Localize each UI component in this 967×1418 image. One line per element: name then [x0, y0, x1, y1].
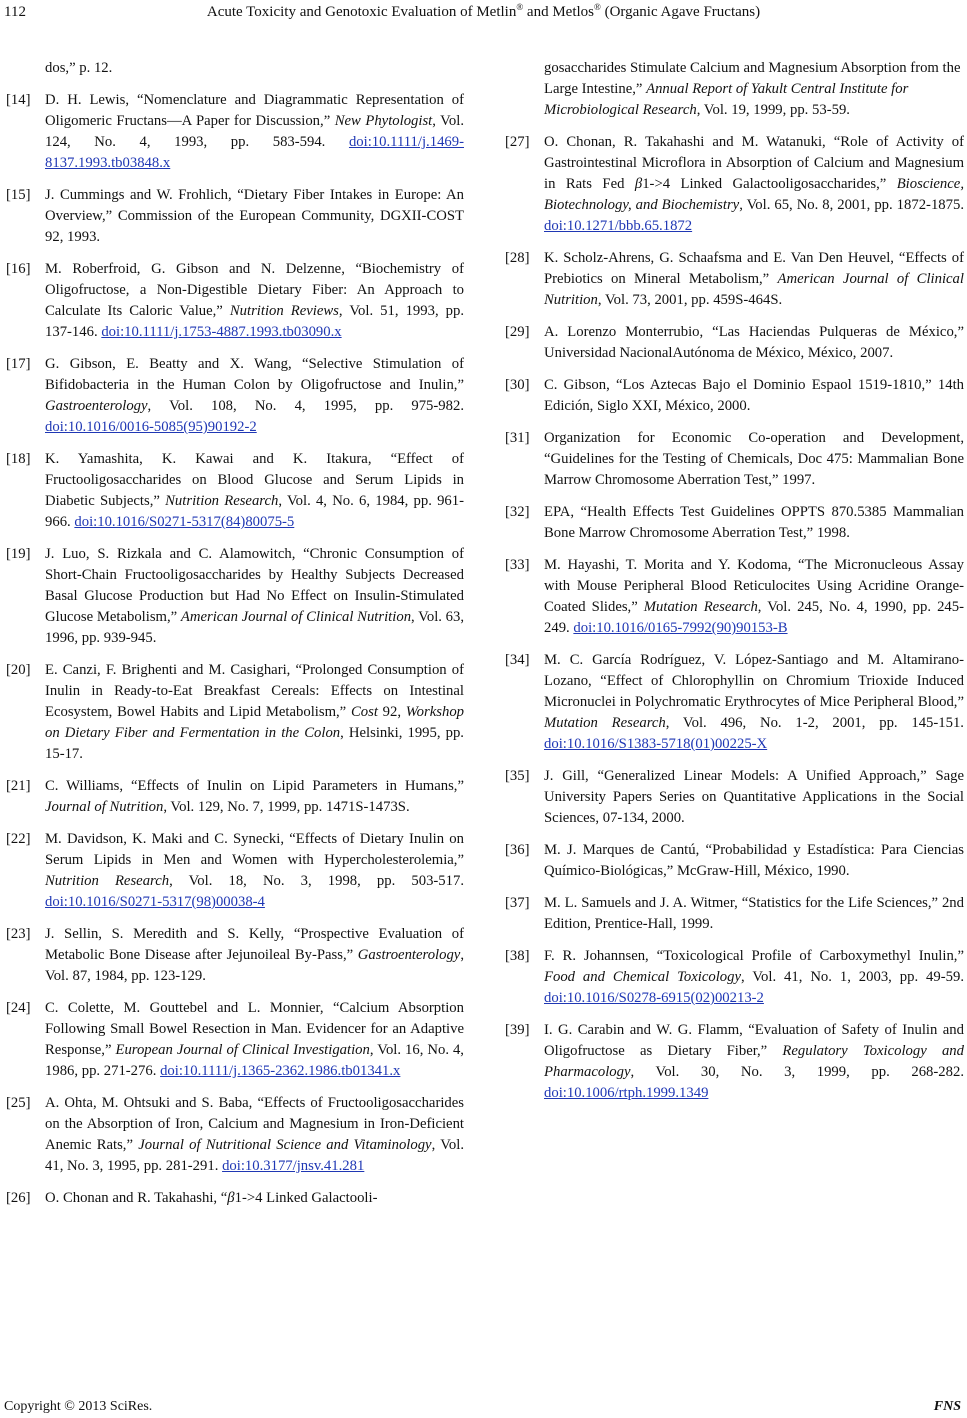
reference-number: [26]: [6, 1190, 31, 1206]
reference-italic: Mutation Research: [544, 715, 666, 731]
reference-text: [45, 544, 464, 649]
reference-item: [6, 354, 464, 438]
reference-body: , Vol. 30, No. 3, 1999, pp. 268-282.: [630, 1064, 964, 1080]
reference-item: [6, 776, 464, 818]
reference-body: Organization for Economic Co-operation and Development, “Guidelines for the Testing of Chemicals, Doc 475: Mammalian Bone Marrow Chromosome Aberration Test,” 1997.: [544, 430, 964, 488]
reference-number: [32]: [505, 504, 530, 520]
reference-text: [45, 185, 464, 248]
reference-text: [544, 1020, 964, 1104]
reference-italic: Nutrition Research: [165, 493, 279, 509]
reference-italic: Gastroenterology: [357, 947, 461, 963]
reference-continuation: gosaccharides Stimulate Calcium and Magnesium Absorption from the Large Intestine,” Annual Report of Yakult Central Institute for Microbiological Research, Vol. 19, 1999, pp. 53-59.: [544, 60, 961, 118]
reference-body: , Vol. 4, No. 6, 1984, pp. 961-966.: [45, 493, 465, 530]
doi-link[interactable]: doi:10.1111/j.1753-4887.1993.tb03090.x: [101, 324, 342, 340]
reference-text: [45, 1093, 464, 1177]
doi-link[interactable]: doi:10.1016/S0271-5317(98)00038-4: [45, 894, 265, 910]
reference-number: [28]: [505, 250, 530, 266]
doi-link[interactable]: doi:10.1006/rtph.1999.1349: [544, 1085, 709, 1101]
reference-body: , Vol. 245, No. 4, 1990, pp. 245-249.: [544, 599, 964, 636]
right-column: [505, 58, 964, 1115]
reference-number: [29]: [505, 324, 530, 340]
reference-italic: β: [634, 176, 643, 192]
reference-text: [544, 946, 964, 1009]
reference-item: [6, 544, 464, 649]
reference-text: [45, 998, 464, 1082]
reference-number: [20]: [6, 662, 31, 678]
reference-text: [45, 776, 464, 818]
reference-body: J. Gill, “Generalized Linear Models: A Unified Approach,” Sage University Papers Series on Quantitative Applications in the Social Sciences, 07-134, 2000.: [544, 768, 964, 826]
reference-italic: Journal of Nutritional Science and Vitaminology: [138, 1137, 432, 1153]
reference-body: , Vol. 63, 1996, pp. 939-945.: [45, 609, 464, 646]
reference-number: [17]: [6, 356, 31, 372]
reference-body: D. H. Lewis, “Nomenclature and Diagrammatic Representation of Oligomeric Fructans—A Paper for Discussion,”: [45, 92, 464, 129]
reference-text: [544, 375, 964, 417]
reference-text: [45, 1188, 464, 1209]
reference-body: O. Chonan and R. Takahashi, “: [45, 1190, 228, 1206]
reference-body: 92,: [377, 704, 406, 720]
reference-body: M. Roberfroid, G. Gibson and N. Delzenne, “Biochemistry of Oligofructose, a Non-Digestible Dietary Fiber: An Approach to Calculate Its Caloric Value,”: [45, 261, 464, 319]
reference-body: E. Canzi, F. Brighenti and M. Casighari, “Prolonged Consumption of Inulin in Ready-to-Eat Breakfast Cereals: Effects on Intestinal Ecosystem, Bowel Habits and Lipid Metabolism,”: [45, 662, 464, 720]
page-number: 112: [4, 4, 26, 20]
doi-link[interactable]: doi:10.1111/j.1365-2362.1986.tb01341.x: [160, 1063, 401, 1079]
reference-item: [505, 322, 964, 364]
reference-italic: Journal of Nutrition: [45, 799, 164, 815]
reference-text: [45, 90, 464, 174]
reference-item: [6, 449, 464, 533]
reference-number: [35]: [505, 768, 530, 784]
reference-item: [6, 259, 464, 343]
reference-list-right: [505, 132, 964, 1104]
reference-item: [6, 998, 464, 1082]
reference-text: [544, 555, 964, 639]
left-column: [6, 58, 464, 1220]
reference-text: [544, 248, 964, 311]
reference-text: [45, 924, 464, 987]
doi-link[interactable]: doi:10.1016/0165-7992(90)90153-B: [573, 620, 788, 636]
reference-number: [21]: [6, 778, 31, 794]
reference-body: C. Gibson, “Los Aztecas Bajo el Dominio Espaol 1519-1810,” 14th Edición, Siglo XXI, México, 2000.: [544, 377, 964, 414]
reference-item: [505, 428, 964, 491]
reference-item: [505, 132, 964, 237]
reference-text: [544, 893, 964, 935]
reference-number: [36]: [505, 842, 530, 858]
reference-italic: Food and Chemical Toxicology: [544, 969, 741, 985]
reference-number: [38]: [505, 948, 530, 964]
reference-item: [505, 248, 964, 311]
reference-item: [505, 840, 964, 882]
reference-body: C. Colette, M. Gouttebel and L. Monnier, “Calcium Absorption Following Small Bowel Resection in Man. Evidencer for an Adaptive Response,”: [45, 1000, 464, 1058]
reference-body: , Vol. 73, 2001, pp. 459S-464S.: [597, 292, 783, 308]
reference-body: EPA, “Health Effects Test Guidelines OPPTS 870.5385 Mammalian Bone Marrow Chromosome Aberration Test,” 1998.: [544, 504, 964, 541]
reference-number: [18]: [6, 451, 31, 467]
reference-text: [45, 829, 464, 913]
reference-italic: Gastroenterology: [45, 398, 148, 414]
reference-body: C. Williams, “Effects of Inulin on Lipid Parameters in Humans,”: [45, 778, 464, 794]
reference-text: [45, 354, 464, 438]
reference-text: [544, 502, 964, 544]
reference-item: [6, 1093, 464, 1177]
reference-body: I. G. Carabin and W. G. Flamm, “Evaluation of Safety of Inulin and Oligofructose as Dietary Fiber,”: [544, 1022, 964, 1059]
reference-body: J. Cummings and W. Frohlich, “Dietary Fiber Intakes in Europe: An Overview,” Commission of the European Community, DGXII-COST 92, 1993.: [45, 187, 464, 245]
reference-text: [45, 660, 464, 765]
reference-italic: β: [227, 1190, 235, 1206]
reference-number: [27]: [505, 134, 530, 150]
doi-link[interactable]: doi:10.1271/bbb.65.1872: [544, 218, 693, 234]
doi-link[interactable]: doi:10.1111/j.1469-8137.1993.tb03848.x: [45, 134, 464, 171]
reference-body: , Vol. 108, No. 4, 1995, pp. 975-982.: [147, 398, 464, 414]
reference-list-left: [6, 90, 464, 1209]
reference-italic: Mutation Research: [643, 599, 758, 615]
reference-number: [39]: [505, 1022, 530, 1038]
reference-body: , Vol. 51, 1993, pp. 137-146.: [45, 303, 465, 340]
reference-number: [25]: [6, 1095, 31, 1111]
reference-body: , Vol. 18, No. 3, 1998, pp. 503-517.: [169, 873, 465, 889]
reference-item: [505, 502, 964, 544]
reference-text: [544, 428, 964, 491]
copyright-notice: Copyright © 2013 SciRes.: [4, 1399, 153, 1414]
reference-item: [505, 766, 964, 829]
reference-body: F. R. Johannsen, “Toxicological Profile of Carboxymethyl Inulin,”: [544, 948, 964, 964]
reference-body: G. Gibson, E. Beatty and X. Wang, “Selective Stimulation of Bifidobacteria in the Human Colon by Oligofructose and Inulin,”: [45, 356, 464, 393]
doi-link[interactable]: doi:10.1016/S0271-5317(84)80075-5: [74, 514, 295, 530]
reference-italic: Nutrition Reviews: [229, 303, 339, 319]
reference-italic: Workshop on Dietary Fiber and Fermentation in the Colon: [45, 704, 465, 741]
reference-body: , Vol. 496, No. 1-2, 2001, pp. 145-151.: [665, 715, 964, 731]
reference-italic: American Journal of Clinical Nutrition: [544, 271, 964, 308]
reference-body: , Helsinki, 1995, pp. 15-17.: [45, 725, 464, 762]
reference-item: [6, 829, 464, 913]
page-footer: [0, 1396, 967, 1418]
reference-body: , Vol. 65, No. 8, 2001, pp. 1872-1875.: [739, 197, 964, 213]
reference-item: [505, 946, 964, 1009]
page-header: [0, 2, 967, 28]
reference-body: 1->4 Linked Galactooli-: [234, 1190, 378, 1206]
reference-text: [45, 259, 464, 343]
reference-body: M. J. Marques de Cantú, “Probabilidad y Estadística: Para Ciencias Químico-Biológicas,” McGraw-Hill, México, 1990.: [544, 842, 964, 879]
reference-italic: European Journal of Clinical Investigation: [115, 1042, 370, 1058]
reference-italic: New Phytologist: [334, 113, 433, 129]
reference-body: , Vol. 16, No. 4, 1986, pp. 271-276.: [45, 1042, 464, 1079]
reference-text: [544, 132, 964, 237]
reference-item: [505, 893, 964, 935]
reference-body: A. Ohta, M. Ohtsuki and S. Baba, “Effects of Fructooligosaccharides on the Absorption of Iron, Calcium and Magnesium in Iron-Deficient Anemic Rats,”: [45, 1095, 464, 1153]
reference-item: [6, 185, 464, 248]
reference-body: M. Davidson, K. Maki and C. Synecki, “Effects of Dietary Inulin on Serum Lipids in Men and Women with Hypercholesterolemia,”: [45, 831, 464, 868]
reference-body: , Vol. 41, No. 1, 2003, pp. 49-59.: [741, 969, 964, 985]
reference-item: [6, 660, 464, 765]
reference-body: J. Luo, S. Rizkala and C. Alamowitch, “Chronic Consumption of Short-Chain Fructooligosaccharides by Healthy Subjects Decreased Basal Glucose Production but Had No Effect on Insulin-Stimulated Glucose Metabolism,”: [45, 546, 464, 625]
reference-body: K. Yamashita, K. Kawai and K. Itakura, “Effect of Fructooligosaccharides on Blood Glucose and Serum Lipids in Diabetic Subjects,”: [45, 451, 464, 509]
reference-number: [31]: [505, 430, 530, 446]
reference-item: [6, 90, 464, 174]
reference-body: A. Lorenzo Monterrubio, “Las Haciendas Pulqueras de México,” Universidad NacionalAutónoma de México, México, 2007.: [544, 324, 964, 361]
reference-body: M. L. Samuels and J. A. Witmer, “Statistics for the Life Sciences,” 2nd Edition, Prentice-Hall, 1999.: [544, 895, 964, 932]
reference-italic: American Journal of Clinical Nutrition: [180, 609, 412, 625]
reference-text: [45, 449, 464, 533]
reference-body: , Vol. 41, No. 3, 1995, pp. 281-291.: [45, 1137, 464, 1174]
reference-text: [544, 322, 964, 364]
reference-item: [505, 375, 964, 417]
reference-text: [544, 766, 964, 829]
reference-italic: Regulatory Toxicology and Pharmacology: [544, 1043, 964, 1080]
reference-number: [14]: [6, 92, 31, 108]
running-title: Acute Toxicity and Genotoxic Evaluation of Metlin® and Metlos® (Organic Agave Fructans): [206, 2, 761, 20]
reference-number: [24]: [6, 1000, 31, 1016]
reference-number: [30]: [505, 377, 530, 393]
reference-number: [23]: [6, 926, 31, 942]
reference-number: [16]: [6, 261, 31, 277]
doi-link[interactable]: doi:10.1016/S0278-6915(02)00213-2: [544, 990, 764, 1006]
doi-link[interactable]: doi:10.3177/jnsv.41.281: [222, 1158, 365, 1174]
reference-body: J. Sellin, S. Meredith and S. Kelly, “Prospective Evaluation of Metabolic Bone Disease after Jejunoileal By-Pass,”: [45, 926, 464, 963]
reference-body: , Vol. 129, No. 7, 1999, pp. 1471S-1473S.: [163, 799, 410, 815]
reference-number: [34]: [505, 652, 530, 668]
reference-body: M. C. García Rodríguez, V. López-Santiago and M. Altamirano-Lozano, “Effect of Chlorophyllin on Chromium Trioxide Induced Micronuclei in Polychromatic Erythrocytes of Mice Peripheral Blood,”: [544, 652, 964, 710]
doi-link[interactable]: doi:10.1016/S1383-5718(01)00225-X: [544, 736, 768, 752]
reference-body: 1->4 Linked Galactooligosaccharides,”: [642, 176, 897, 192]
reference-item: [505, 650, 964, 755]
reference-body: M. Hayashi, T. Morita and Y. Kodoma, “The Micronucleous Assay with Mouse Peripheral Blood Reticulocites Using Acridine Orange-Coated Slides,”: [544, 557, 964, 615]
reference-number: [33]: [505, 557, 530, 573]
reference-italic: Nutrition Research: [45, 873, 170, 889]
reference-italic: Bioscience, Biotechnology, and Biochemistry: [544, 176, 964, 213]
reference-body: O. Chonan, R. Takahashi and M. Watanuki, “Role of Activity of Gastrointestinal Microflora in Absorption of Calcium and Magnesium in Rats Fed: [544, 134, 964, 192]
reference-body: , Vol. 87, 1984, pp. 123-129.: [45, 947, 464, 984]
reference-item: [505, 555, 964, 639]
reference-italic: Cost: [350, 704, 378, 720]
reference-number: [19]: [6, 546, 31, 562]
reference-item: [6, 1188, 464, 1209]
reference-number: [15]: [6, 187, 31, 203]
reference-item: [505, 1020, 964, 1104]
reference-number: [22]: [6, 831, 31, 847]
reference-body: K. Scholz-Ahrens, G. Schaafsma and E. Van Den Heuvel, “Effects of Prebiotics on Mineral Metabolism,”: [544, 250, 964, 287]
doi-link[interactable]: doi:10.1016/0016-5085(95)90192-2: [45, 419, 257, 435]
reference-text: [544, 650, 964, 755]
reference-number: [37]: [505, 895, 530, 911]
reference-body: , Vol. 124, No. 4, 1993, pp. 583-594.: [45, 113, 464, 150]
reference-continuation: dos,” p. 12.: [45, 60, 113, 76]
reference-text: [544, 840, 964, 882]
journal-abbreviation: FNS: [933, 1399, 961, 1414]
reference-item: [6, 924, 464, 987]
